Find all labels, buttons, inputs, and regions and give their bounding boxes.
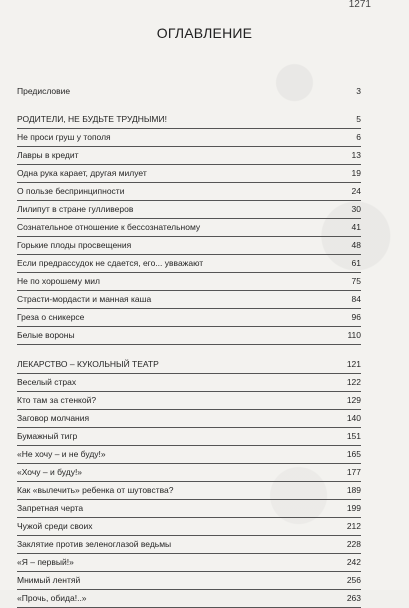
- toc-section-parents: [17, 111, 361, 345]
- toc-preface-label: Предисловие: [17, 86, 71, 96]
- toc-item-label: Белые вороны: [17, 330, 75, 340]
- toc-item-label: Не по хорошему мил: [17, 276, 100, 286]
- page-number: 1271: [348, 0, 371, 10]
- toc-section-heading-label: РОДИТЕЛИ, НЕ БУДЬТЕ ТРУДНЫМИ!: [17, 114, 167, 124]
- toc-item-page: 199: [346, 503, 361, 513]
- toc-item-label: Не проси груш у тополя: [17, 132, 111, 142]
- toc-row: [17, 554, 361, 572]
- toc-item-page: 24: [351, 186, 361, 196]
- toc-row: [17, 201, 361, 219]
- toc-item-label: Страсти-мордасти и манная каша: [17, 294, 152, 304]
- toc-item-page: 41: [351, 222, 361, 232]
- toc-row: [17, 237, 361, 255]
- toc-item-page: 61: [351, 258, 361, 268]
- toc-item-label: Лилипут в стране гулливеров: [17, 204, 134, 214]
- toc-row: [17, 165, 361, 183]
- toc-item-page: 6: [356, 132, 361, 142]
- toc-item-page: 96: [351, 312, 361, 322]
- toc-item-label: Сознательное отношение к бессознательному: [17, 222, 201, 232]
- toc-item-label: «Не хочу – и не буду!»: [17, 449, 106, 459]
- toc-item-page: 140: [346, 413, 361, 423]
- toc-item-page: 177: [346, 467, 361, 477]
- toc-row: [17, 183, 361, 201]
- toc-row: [17, 500, 361, 518]
- toc-item-page: 13: [351, 150, 361, 160]
- toc-row: [17, 428, 361, 446]
- toc-row: [17, 482, 361, 500]
- toc-item-page: 19: [351, 168, 361, 178]
- toc-row: [17, 219, 361, 237]
- toc-row: [17, 309, 361, 327]
- toc-item-page: 256: [346, 575, 361, 585]
- toc-item-label: Кто там за стенкой?: [17, 395, 97, 405]
- toc-item-label: «Хочу – и буду!»: [17, 467, 83, 477]
- toc-item-label: «Прочь, обида!..»: [17, 593, 87, 603]
- page-title: ОГЛАВЛЕНИЕ: [156, 25, 253, 41]
- toc-row: [17, 410, 361, 428]
- toc-item-label: Запретная черта: [17, 503, 84, 513]
- toc-item-page: 110: [347, 330, 361, 340]
- toc-preface-page: 3: [356, 86, 361, 96]
- toc-section-heading-label: ЛЕКАРСТВО – КУКОЛЬНЫЙ ТЕАТР: [17, 359, 159, 369]
- toc-item-page: 189: [346, 485, 361, 495]
- toc-row: [17, 273, 361, 291]
- toc-item-label: Горькие плоды просвещения: [17, 240, 132, 250]
- toc-section-heading-page: 5: [356, 114, 361, 124]
- toc-row: [17, 147, 361, 165]
- toc-item-label: О пользе беспринципности: [17, 186, 125, 196]
- toc-row: [17, 327, 361, 345]
- toc-row: [17, 590, 361, 608]
- toc-item-page: 242: [346, 557, 361, 567]
- toc-item-page: 151: [346, 431, 361, 441]
- toc-item-label: Заговор молчания: [17, 413, 90, 423]
- toc-item-label: Греза о сникерсе: [17, 312, 85, 322]
- toc-item-page: 75: [351, 276, 361, 286]
- toc-row: [17, 518, 361, 536]
- toc-row: [17, 446, 361, 464]
- toc-preface-row: [17, 82, 361, 100]
- toc-item-label: Одна рука карает, другая милует: [17, 168, 147, 178]
- toc-section-heading: [17, 111, 361, 129]
- toc-item-page: 263: [346, 593, 361, 603]
- toc-item-label: «Я – первый!»: [17, 557, 74, 567]
- toc-row: [17, 572, 361, 590]
- toc-row: [17, 392, 361, 410]
- toc-row: [17, 291, 361, 309]
- toc-item-label: Заклятие против зеленоглазой ведьмы: [17, 539, 172, 549]
- toc-section-puppet-theater: [17, 356, 361, 608]
- toc-item-page: 212: [346, 521, 361, 531]
- toc-item-label: Чужой среди своих: [17, 521, 93, 531]
- toc-item-label: Как «вылечить» ребенка от шутовства?: [17, 485, 174, 495]
- toc-item-page: 84: [351, 294, 361, 304]
- toc-item-page: 122: [346, 377, 361, 387]
- toc-section-heading: [17, 356, 361, 374]
- toc-row: [17, 129, 361, 147]
- toc-item-label: Бумажный тигр: [17, 431, 78, 441]
- toc-item-page: 228: [346, 539, 361, 549]
- toc-section-heading-page: 121: [346, 359, 361, 369]
- toc-item-page: 129: [346, 395, 361, 405]
- toc-item-label: Мнимый лентяй: [17, 575, 81, 585]
- toc-row: [17, 255, 361, 273]
- toc-item-page: 30: [351, 204, 361, 214]
- table-of-contents: [17, 82, 361, 608]
- toc-item-label: Веселый страх: [17, 377, 77, 387]
- toc-row: [17, 464, 361, 482]
- toc-row: [17, 374, 361, 392]
- toc-item-label: Лавры в кредит: [17, 150, 79, 160]
- toc-item-page: 48: [351, 240, 361, 250]
- toc-row: [17, 536, 361, 554]
- toc-item-page: 165: [346, 449, 361, 459]
- toc-item-label: Если предрассудок не сдается, его... увважают: [17, 258, 204, 268]
